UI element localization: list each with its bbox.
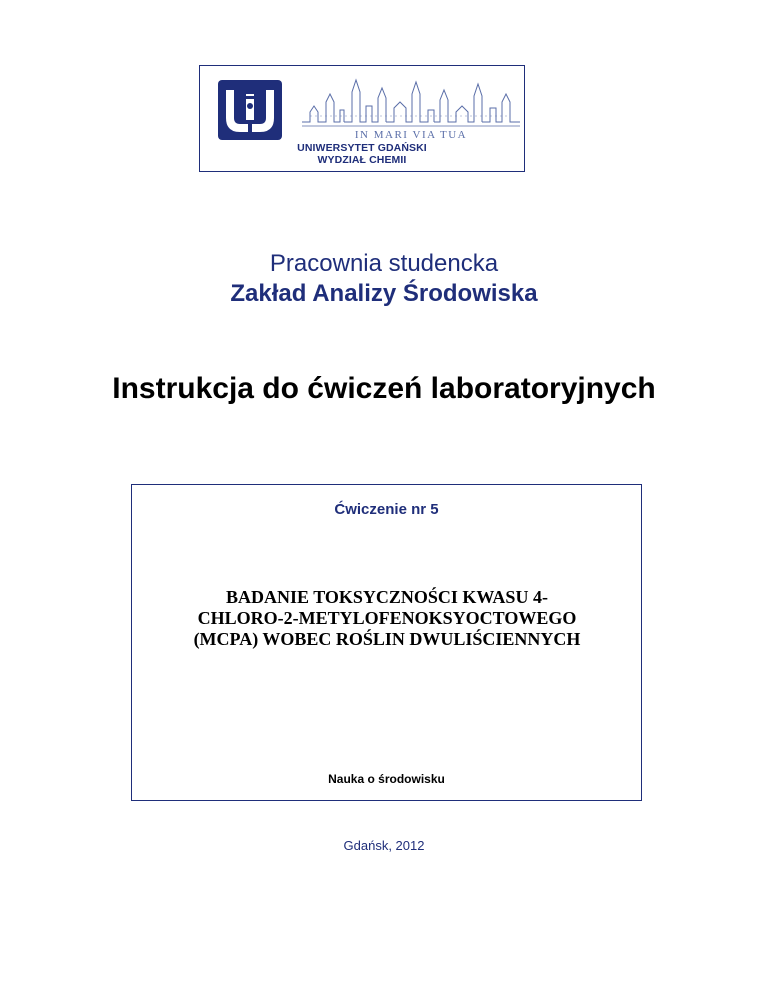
- exercise-number: Ćwiczenie nr 5: [334, 501, 439, 518]
- course-name: Nauka o środowisku: [328, 772, 445, 786]
- document-title: Instrukcja do ćwiczeń laboratoryjnych: [112, 372, 656, 405]
- ug-logo-icon: [218, 80, 282, 140]
- exercise-title-line: BADANIE TOKSYCZNOŚCI KWASU 4-: [226, 587, 548, 607]
- exercise-title-line: CHLORO-2-METYLOFENOKSYOCTOWEGO: [197, 608, 577, 628]
- exercise-title-line: (MCPA) WOBEC ROŚLIN DWULIŚCIENNYCH: [193, 629, 581, 649]
- gdansk-skyline-icon: [300, 72, 522, 142]
- faculty-name: WYDZIAŁ CHEMII: [317, 154, 407, 166]
- lab-name: Pracownia studencka: [269, 250, 499, 277]
- university-name: UNIWERSYTET GDAŃSKI: [297, 142, 427, 154]
- place-date: Gdańsk, 2012: [343, 838, 425, 853]
- header-box: [199, 65, 525, 172]
- department-name: Zakład Analizy Środowiska: [230, 280, 538, 307]
- exercise-box: [131, 484, 642, 801]
- svg-text:IN MARI VIA TUA: IN MARI VIA TUA: [354, 129, 468, 141]
- exercise-title: [152, 587, 622, 650]
